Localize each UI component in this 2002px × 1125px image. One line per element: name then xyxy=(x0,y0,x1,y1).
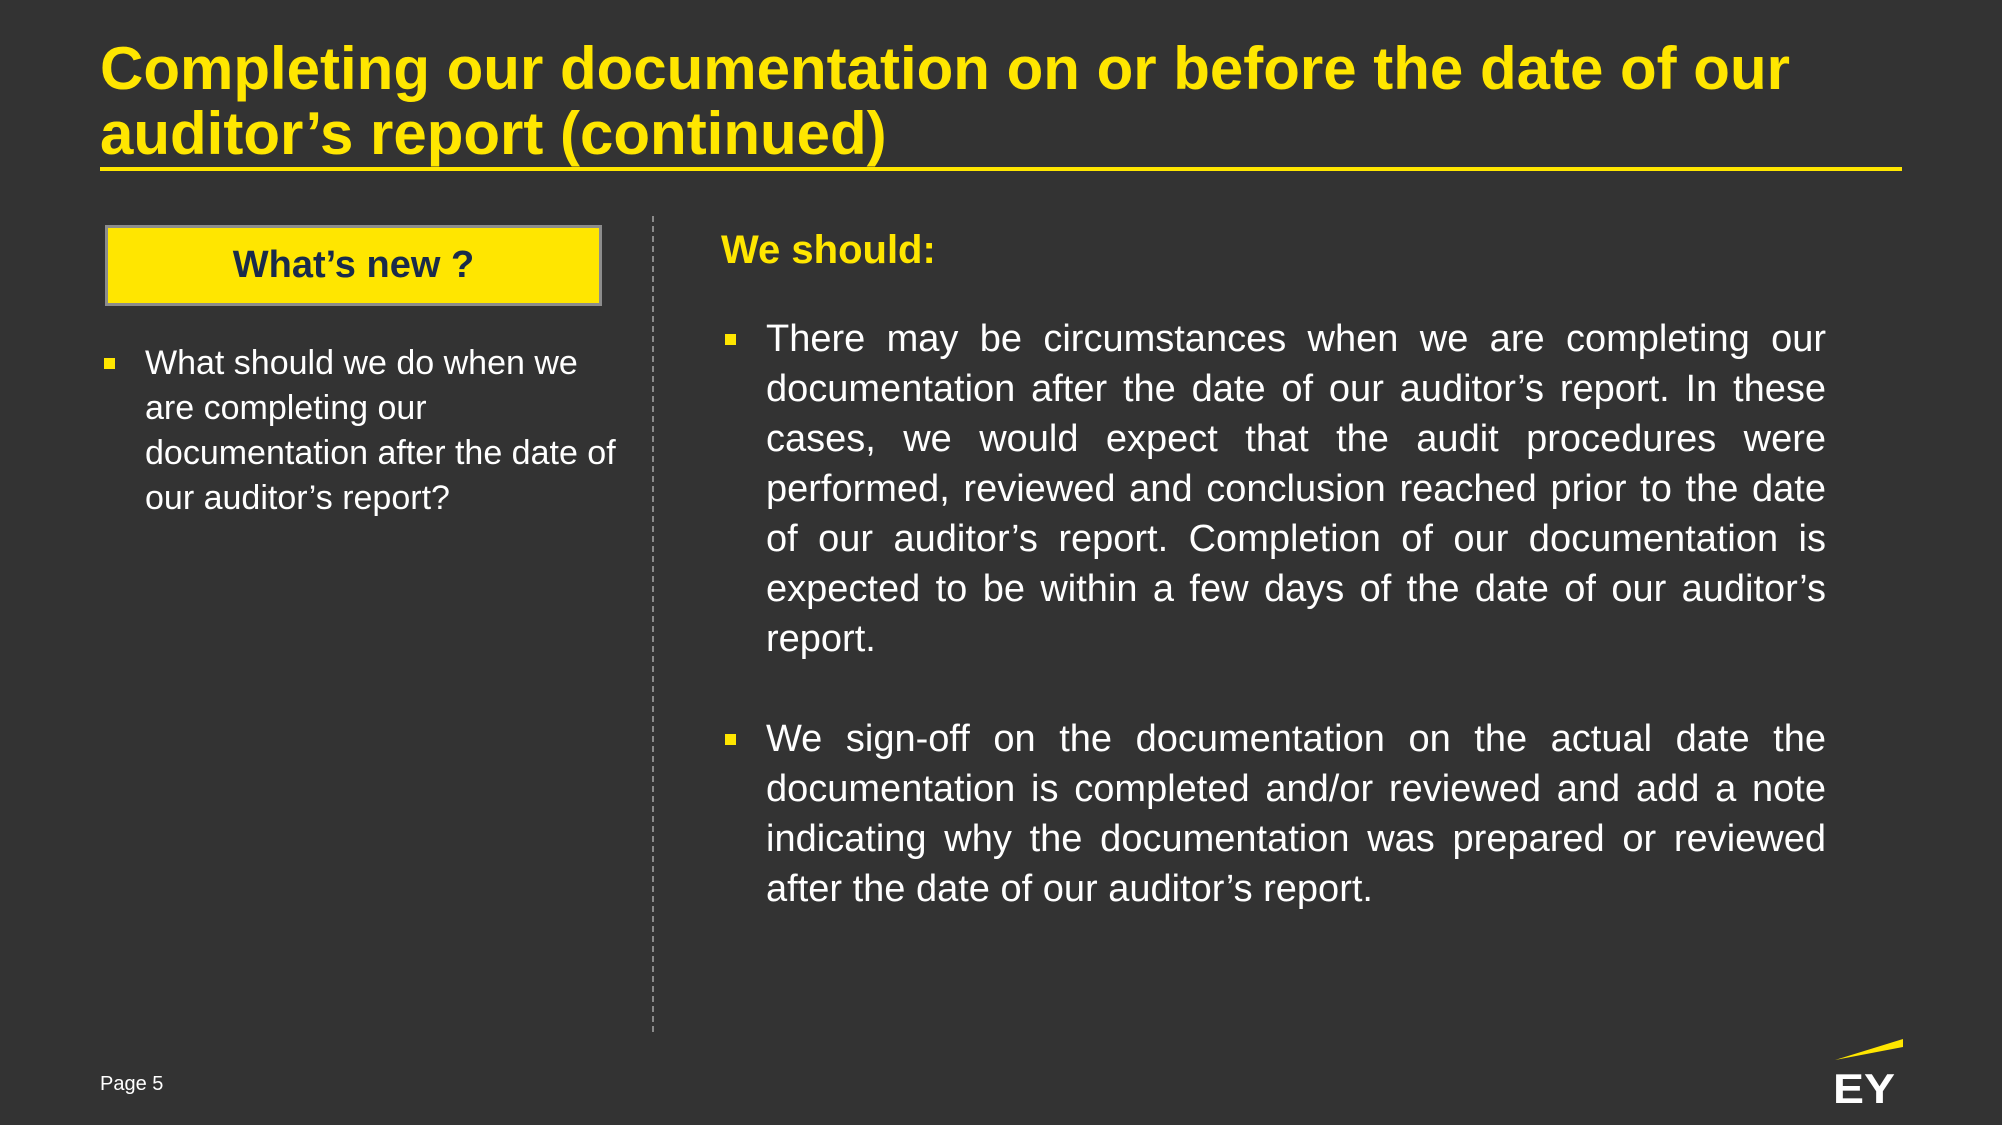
title-underline xyxy=(100,167,1902,171)
we-should-heading: We should: xyxy=(721,228,936,272)
slide-title: Completing our documentation on or before the date of our auditor’s report (continued) xyxy=(100,35,1790,167)
column-divider xyxy=(652,216,654,1032)
whats-new-box: What’s new ? xyxy=(105,225,602,306)
ey-logo-text: EY xyxy=(1833,1065,1895,1106)
left-bullet-item xyxy=(100,341,635,521)
square-bullet-icon xyxy=(725,734,736,745)
ey-logo-beam xyxy=(1835,1039,1903,1060)
page-number: Page 5 xyxy=(100,1073,164,1095)
left-bullet-text: What should we do when we are completing our documentation after the date of our auditor’s report? xyxy=(145,344,616,517)
right-bullet-text: We sign-off on the documentation on the actual date the documentation is completed and/or reviewed and add a note indicating why the documentation was prepared or reviewed after the date of our auditor’s report. xyxy=(766,718,1826,910)
right-bullet-item xyxy=(721,314,1826,664)
right-bullet-text: There may be circumstances when we are completing our documentation after the date of our auditor’s report. In these cases, we would expect that the audit procedures were performed, reviewed and conclusion reached prior to the date of our auditor’s report. Completion of our documentation is expected to be within a few days of the date of our auditor’s report. xyxy=(766,318,1826,660)
left-bullet-list xyxy=(100,341,635,521)
right-bullet-list xyxy=(721,314,1826,914)
right-bullet-item xyxy=(721,714,1826,914)
square-bullet-icon xyxy=(104,358,115,369)
square-bullet-icon xyxy=(725,334,736,345)
ey-logo xyxy=(1832,1036,1906,1106)
